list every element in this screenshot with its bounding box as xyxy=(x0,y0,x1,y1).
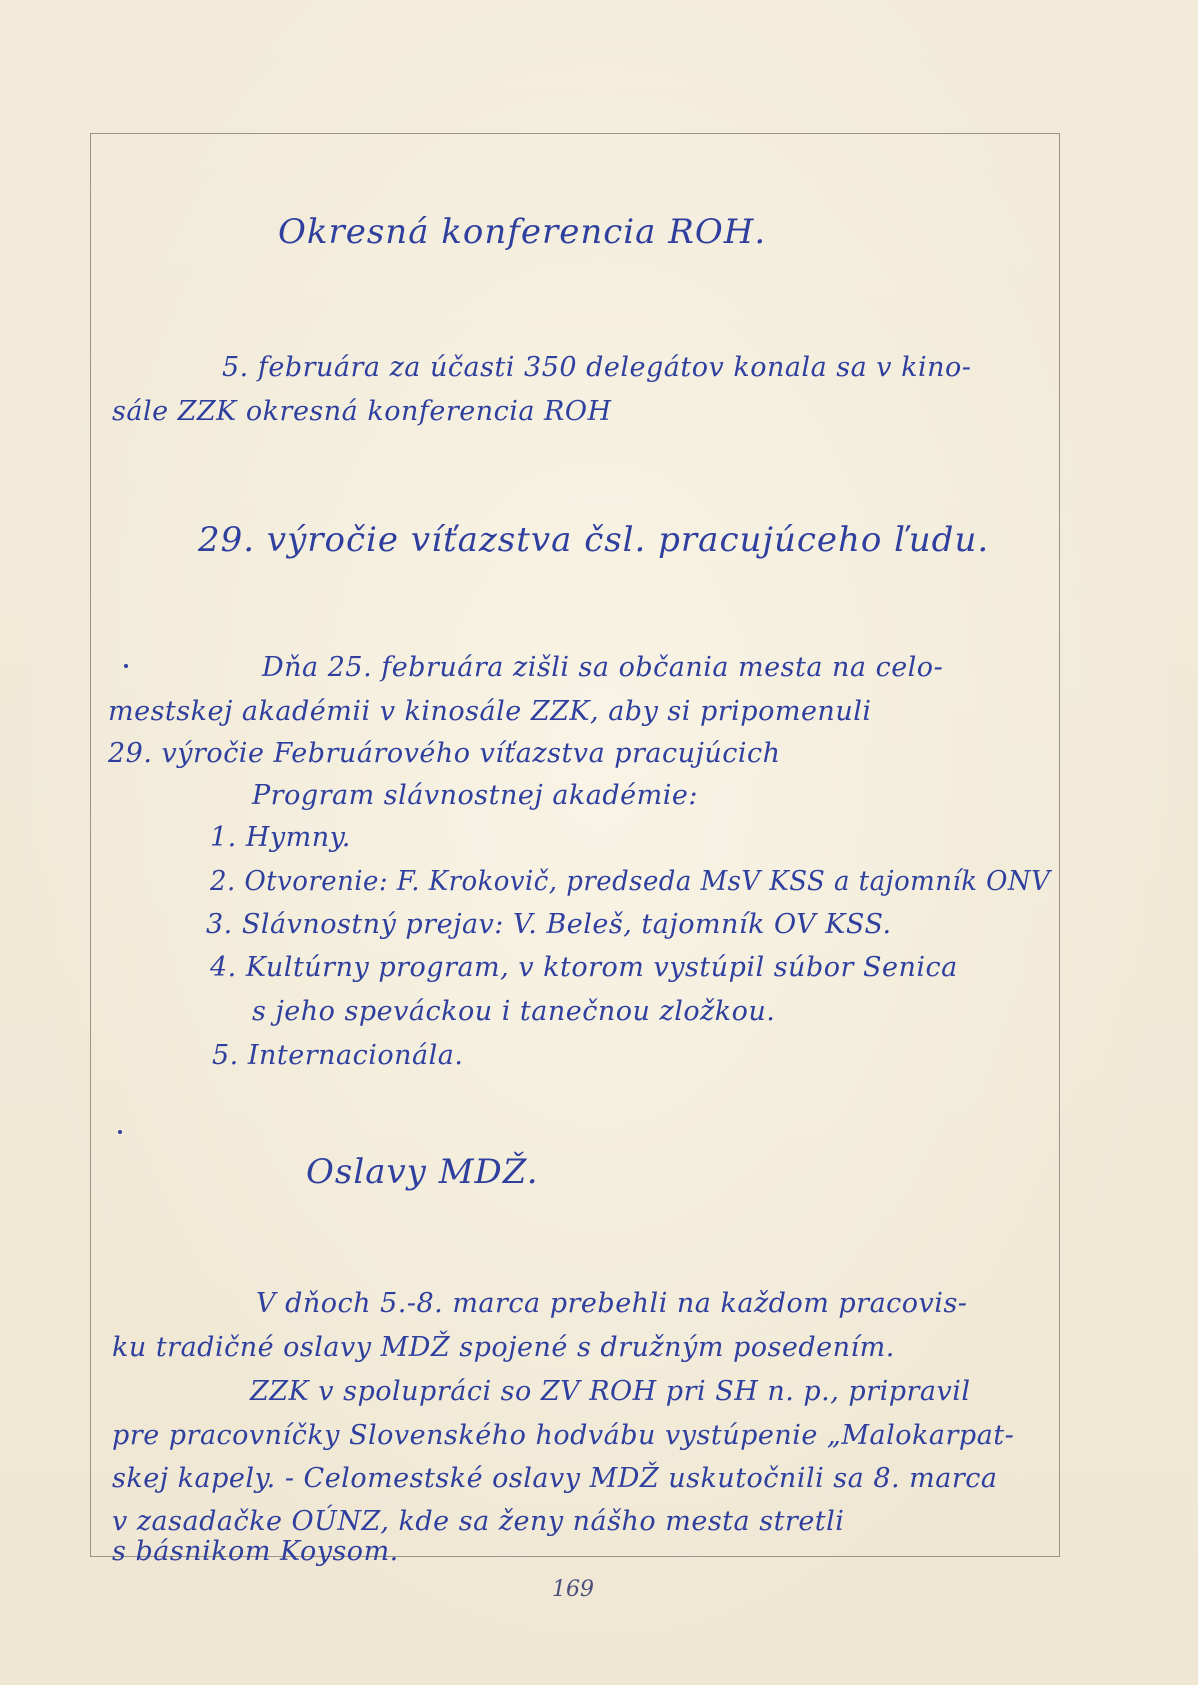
text-line: 29. výročie Februárového víťazstva pracujúcich xyxy=(108,738,781,769)
program-title: Program slávnostnej akadémie: xyxy=(252,780,698,811)
text-line: ZZK v spolupráci so ZV ROH pri SH n. p., pripravil xyxy=(250,1376,971,1407)
text-line: sále ZZK okresná konferencia ROH xyxy=(112,396,612,427)
text-line: mestskej akadémii v kinosále ZZK, aby si pripomenuli xyxy=(108,696,872,727)
program-item: 5. Internacionála. xyxy=(212,1040,464,1071)
page-number: 169 xyxy=(552,1577,594,1602)
program-item-continuation: s jeho speváckou i tanečnou zložkou. xyxy=(252,996,776,1027)
stray-dot xyxy=(124,664,128,668)
text-line: pre pracovníčky Slovenského hodvábu vystúpenie „Malokarpat- xyxy=(112,1420,1015,1451)
heading-mdz-celebrations: Oslavy MDŽ. xyxy=(306,1152,539,1192)
program-item: 3. Slávnostný prejav: V. Beleš, tajomník OV KSS. xyxy=(206,909,892,940)
text-line: Dňa 25. februára zišli sa občania mesta na celo- xyxy=(262,652,944,683)
text-line: V dňoch 5.-8. marca prebehli na každom pracovis- xyxy=(256,1288,968,1319)
text-line: s básnikom Koysom. xyxy=(112,1536,399,1567)
text-line: 5. februára za účasti 350 delegátov konala sa v kino- xyxy=(222,352,972,383)
program-item: 1. Hymny. xyxy=(210,822,351,853)
stray-dot xyxy=(118,1130,122,1134)
heading-district-conference: Okresná konferencia ROH. xyxy=(278,212,767,252)
text-line: v zasadačke OÚNZ, kde sa ženy nášho mesta stretli xyxy=(112,1506,845,1537)
text-line: skej kapely. - Celomestské oslavy MDŽ uskutočnili sa 8. marca xyxy=(112,1463,998,1494)
program-item: 2. Otvorenie: F. Krokovič, predseda MsV KSS a tajomník ONV xyxy=(210,866,1051,897)
text-line: ku tradičné oslavy MDŽ spojené s družným posedením. xyxy=(112,1332,895,1363)
heading-anniversary: 29. výročie víťazstva čsl. pracujúceho ľudu. xyxy=(198,520,990,560)
program-item: 4. Kultúrny program, v ktorom vystúpil súbor Senica xyxy=(210,952,958,983)
